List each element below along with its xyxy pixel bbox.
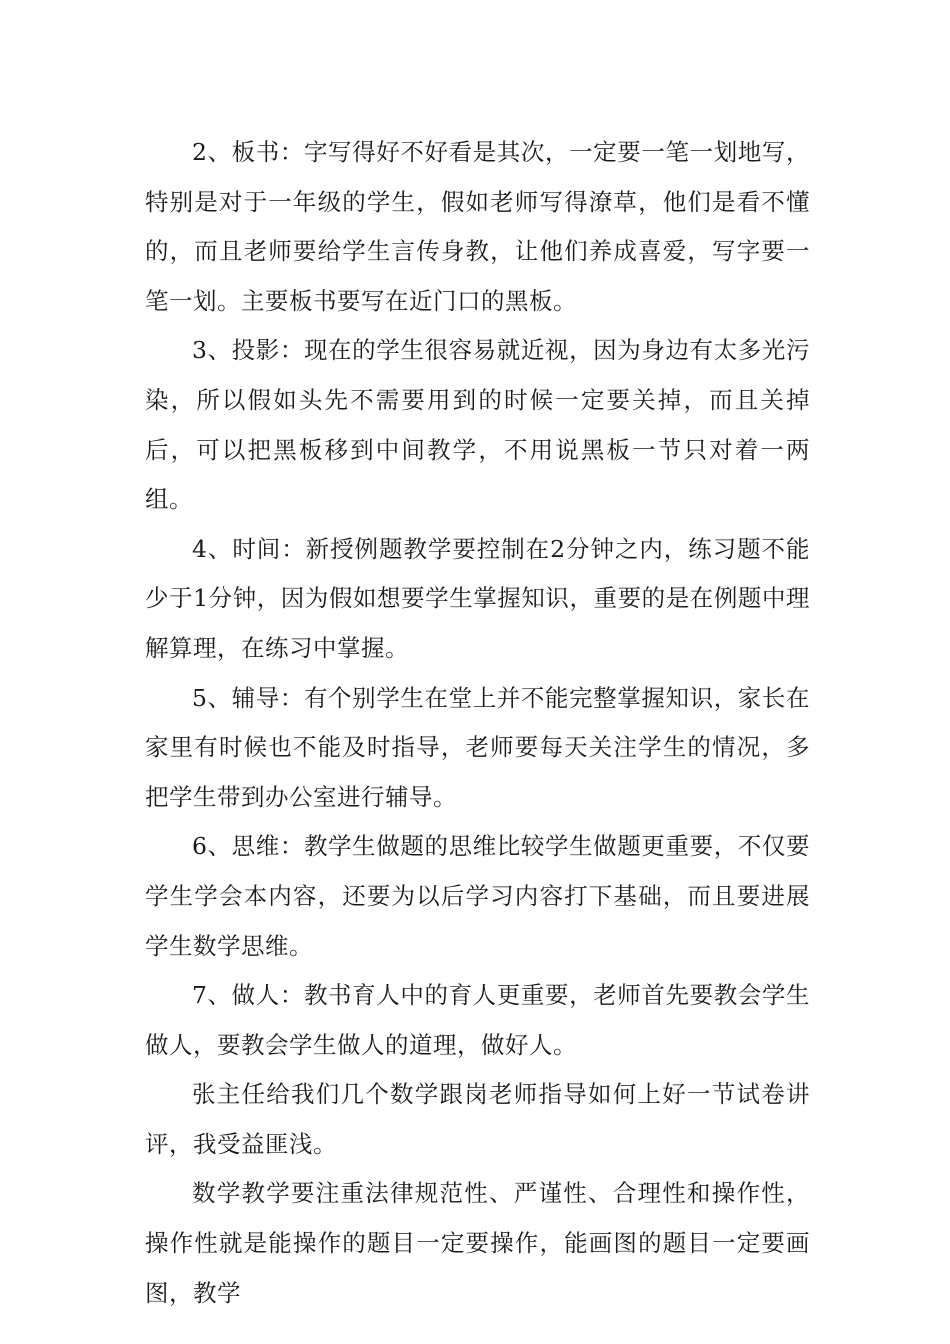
paragraph-thinking: 6、思维：教学生做题的思维比较学生做题更重要，不仅要学生学会本内容，还要为以后学习内容打下基础，而且要进展学生数学思维。 bbox=[145, 832, 810, 960]
paragraph-time: 4、时间：新授例题教学要控制在2分钟之内，练习题不能少于1分钟，因为假如想要学生掌握知识，重要的是在例题中理解算理，在练习中掌握。 bbox=[145, 534, 810, 662]
paragraph-tutoring: 5、辅导：有个别学生在堂上并不能完整掌握知识，家长在家里有时候也不能及时指导，老师要每天关注学生的情况，多把学生带到办公室进行辅导。 bbox=[145, 683, 810, 811]
paragraph-projection: 3、投影：现在的学生很容易就近视，因为身边有太多光污染，所以假如头先不需要用到的时候一定要关掉，而且关掉后，可以把黑板移到中间教学，不用说黑板一节只对着一两组。 bbox=[145, 336, 810, 514]
paragraph-blackboard-writing: 2、板书：字写得好不好看是其次，一定要一笔一划地写，特别是对于一年级的学生，假如老师写得潦草，他们是看不懂的，而且老师要给学生言传身教，让他们养成喜爱，写字要一笔一划。主要板书要写在近门口的黑板。 bbox=[145, 138, 810, 315]
document-body bbox=[145, 128, 810, 1318]
paragraph-character: 7、做人：教书育人中的育人更重要，老师首先要教会学生做人，要教会学生做人的道理，做好人。 bbox=[145, 981, 810, 1059]
paragraph-math-teaching: 数学教学要注重法律规范性、严谨性、合理性和操作性，操作性就是能操作的题目一定要操作，能画图的题目一定要画图，教学 bbox=[145, 1179, 810, 1307]
paragraph-director-guidance: 张主任给我们几个数学跟岗老师指导如何上好一节试卷讲评，我受益匪浅。 bbox=[145, 1080, 810, 1158]
